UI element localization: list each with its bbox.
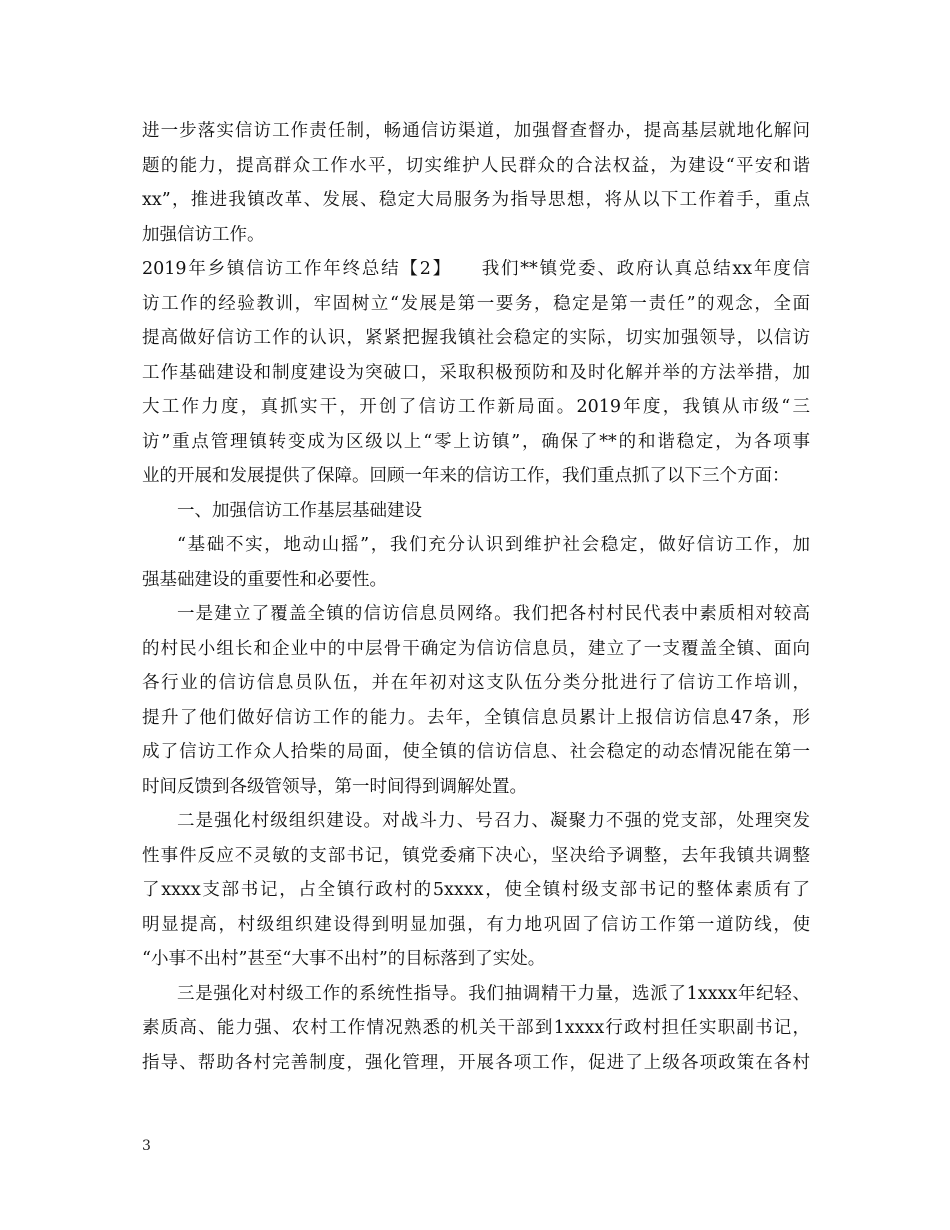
paragraph-5 [142, 804, 810, 977]
text-line: 明显提高，村级组织建设得到明显加强，有力地巩固了信访工作第一道防线，使 [142, 914, 810, 935]
page-number: 3 [142, 1138, 151, 1154]
text-line: 一是建立了覆盖全镇的信访信息员网络。我们把各村村民代表中素质相对较高 [177, 604, 810, 624]
text-line: 提升了他们做好信访工作的能力。去年，全镇信息员累计上报信访信息47条，形 [142, 707, 810, 728]
text-line: “小事不出村”甚至“大事不出村”的目标落到了实处。 [142, 949, 546, 969]
text-line: 指导、帮助各村完善制度，强化管理，开展各项工作，促进了上级各项政策在各村 [142, 1052, 810, 1073]
paragraph-4 [142, 597, 810, 804]
text-line: 时间反馈到各级管领导，第一时间得到调解处置。 [142, 776, 527, 797]
text-line: 二是强化村级组织建设。对战斗力、号召力、凝聚力不强的党支部，处理突发 [177, 811, 810, 831]
text-line: 提高做好信访工作的认识，紧紧把握我镇社会稳定的实际，切实加强领导，以信访 [142, 328, 810, 348]
text-line: 强基础建设的重要性和必要性。 [142, 569, 387, 590]
text-line: 业的开展和发展提供了保障。回顾一年来的信访工作，我们重点抓了以下三个方面： [142, 466, 790, 486]
text-line: 2019年乡镇信访工作年终总结【2】 我们**镇党委、政府认真总结xx年度信 [142, 259, 810, 279]
text-line: 加强信访工作。 [142, 224, 265, 245]
text-line: 进一步落实信访工作责任制，畅通信访渠道，加强督查督办，提高基层就地化解问 [142, 121, 810, 141]
paragraph-3 [142, 528, 810, 597]
paragraph-6 [142, 977, 810, 1081]
text-line: 成了信访工作众人拾柴的局面，使全镇的信访信息、社会稳定的动态情况能在第一 [142, 742, 810, 762]
text-line: 题的能力，提高群众工作水平，切实维护人民群众的合法权益，为建设“平安和谐 [142, 155, 810, 176]
text-line: 一、加强信访工作基层基础建设 [177, 500, 422, 521]
text-line: 工作基础建设和制度建设为突破口，采取积极预防和及时化解并举的方法举措，加 [142, 362, 810, 383]
text-line: 大工作力度，真抓实干，开创了信访工作新局面。2019年度，我镇从市级“三 [142, 397, 810, 417]
text-line: 三是强化对村级工作的系统性指导。我们抽调精干力量，选派了1xxxx年纪轻、 [177, 983, 810, 1004]
text-line: 的村民小组长和企业中的中层骨干确定为信访信息员，建立了一支覆盖全镇、面向 [142, 638, 810, 659]
paragraph-2 [142, 252, 810, 494]
text-line: 素质高、能力强、农村工作情况熟悉的机关干部到1xxxx行政村担任实职副书记， [142, 1018, 810, 1038]
text-line: 访工作的经验教训，牢固树立“发展是第一要务，稳定是第一责任”的观念，全面 [142, 293, 810, 314]
text-line: 访”重点管理镇转变成为区级以上“零上访镇”，确保了**的和谐稳定，为各项事 [142, 431, 810, 452]
document-body [142, 114, 810, 1080]
text-line: xx”，推进我镇改革、发展、稳定大局服务为指导思想，将从以下工作着手，重点 [142, 190, 810, 210]
section-heading [142, 494, 810, 529]
text-line: 各行业的信访信息员队伍，并在年初对这支队伍分类分批进行了信访工作培训， [142, 673, 810, 693]
text-line: “基础不实，地动山摇”，我们充分认识到维护社会稳定，做好信访工作，加 [177, 535, 810, 555]
paragraph-1 [142, 114, 810, 252]
text-line: 性事件反应不灵敏的支部书记，镇党委痛下决心，坚决给予调整，去年我镇共调整 [142, 845, 810, 866]
text-line: 了xxxx支部书记，占全镇行政村的5xxxx，使全镇村级支部书记的整体素质有了 [142, 880, 810, 900]
